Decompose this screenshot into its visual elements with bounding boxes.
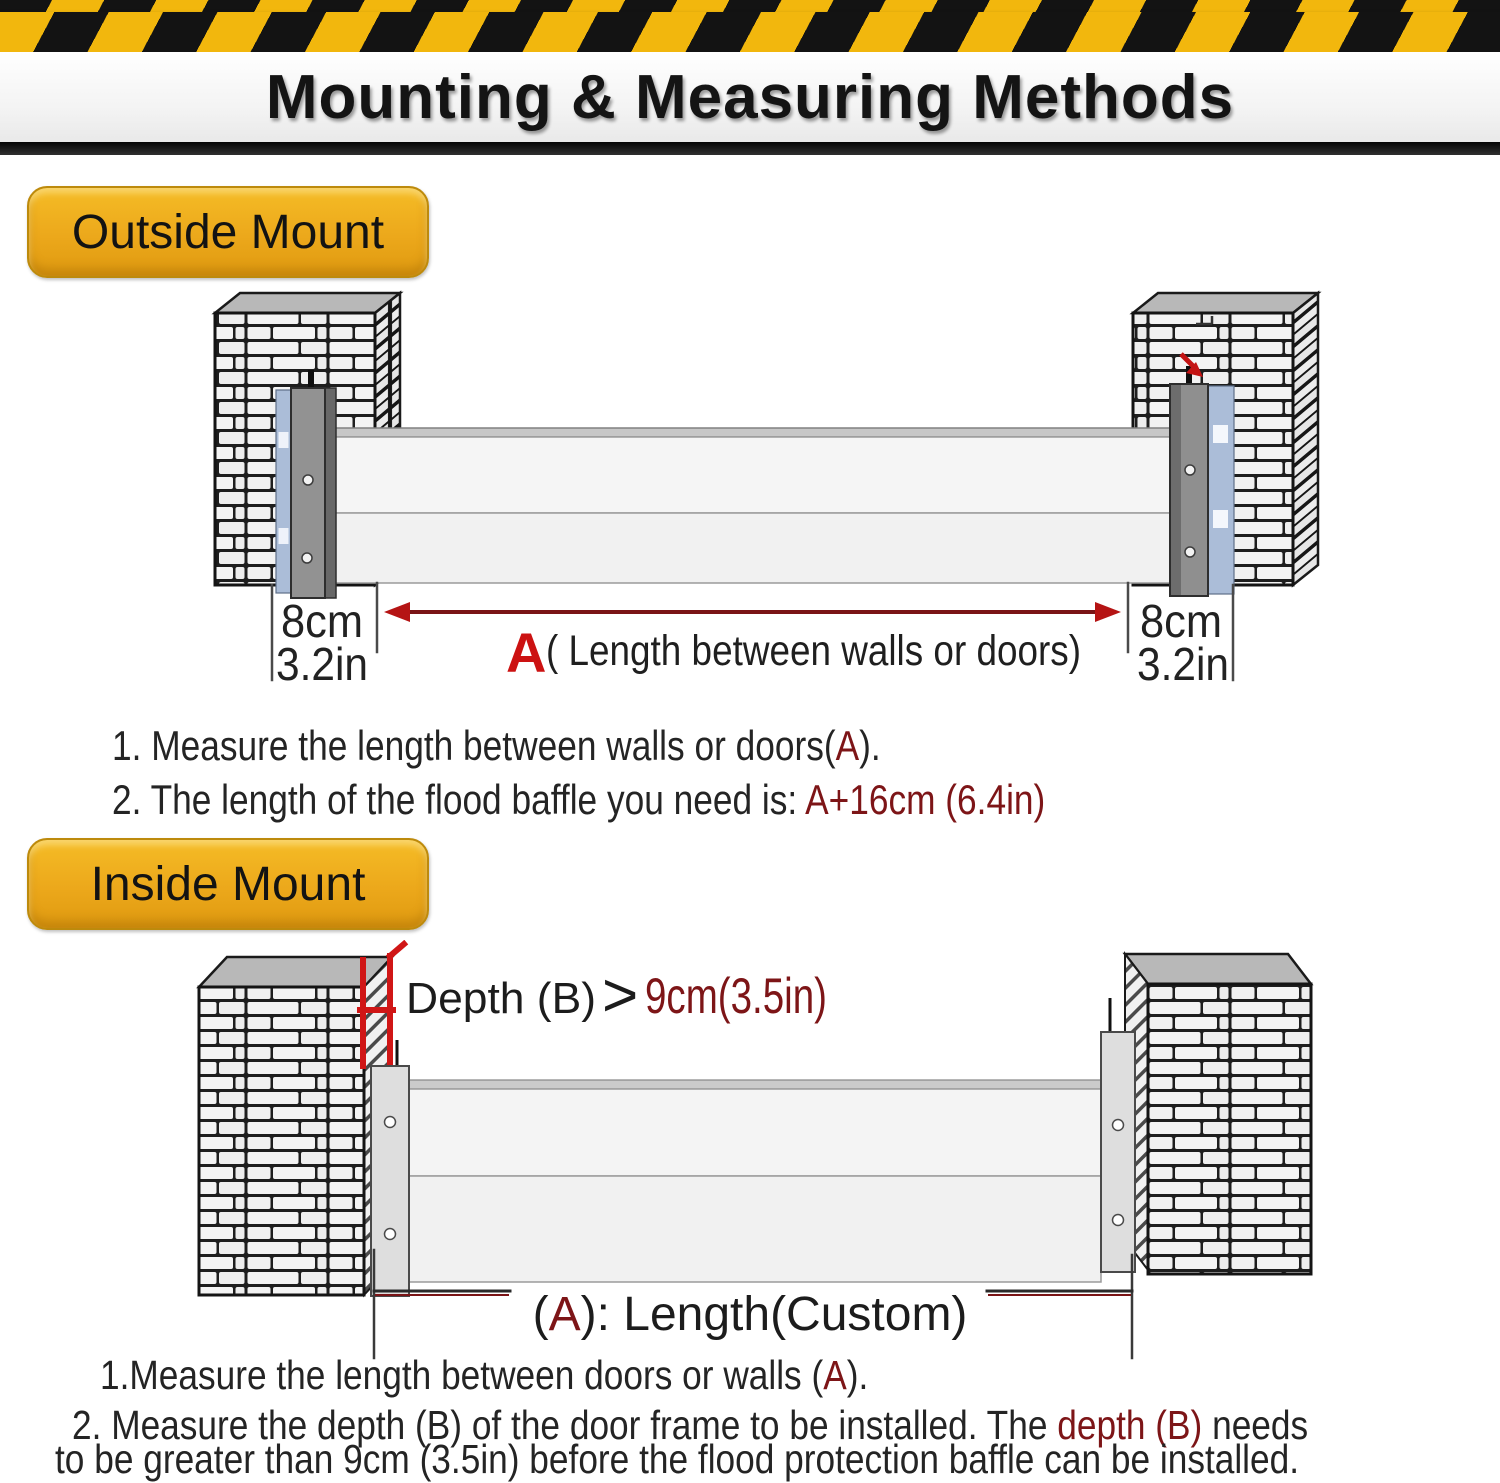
inside-mount-diagram — [0, 940, 1500, 1380]
hazard-stripe-band — [0, 12, 1500, 52]
outside-mount-diagram — [0, 280, 1500, 710]
screw-hole — [1185, 465, 1195, 475]
left-offset-in-label: 3.2in — [276, 638, 368, 690]
screw-hole — [1185, 547, 1195, 557]
length-between-walls-label: ( Length between walls or doors) — [546, 627, 1081, 675]
inside-step-1 — [100, 1352, 868, 1399]
inside-step-3 — [55, 1436, 1299, 1483]
depth-label: Depth (B) — [406, 974, 596, 1023]
custom-length-open: ( — [532, 1288, 549, 1341]
outside-left-bracket — [276, 370, 336, 598]
page-title: Mounting & Measuring Methods — [265, 62, 1235, 132]
outside-step1-text: 1. Measure the length between walls or doors( — [112, 722, 836, 769]
inside-right-bracket — [1101, 998, 1135, 1272]
outside-step2-formula: A+16cm (6.4in) — [805, 776, 1046, 823]
screw-hole — [385, 1117, 396, 1128]
outside-step-2 — [112, 776, 1045, 824]
inside-step2-depth: depth (B) — [1057, 1402, 1203, 1448]
depth-value: 9cm(3.5in) — [645, 968, 827, 1024]
outside-step2-text: 2. The length of the flood baffle you need is: — [112, 776, 806, 823]
flood-baffle — [298, 428, 1214, 583]
inside-step2-text: 2. Measure the depth (B) of the door frame to be installed. The — [72, 1402, 1058, 1448]
outside-step1-a: A — [835, 722, 860, 769]
custom-length-a: A — [548, 1288, 581, 1341]
screw-hole — [1113, 1120, 1124, 1131]
inside-mount-badge — [27, 838, 429, 930]
right-offset-cm-label: 8cm — [1140, 595, 1222, 647]
outside-mount-badge — [27, 186, 429, 278]
outside-step-1 — [112, 722, 881, 770]
right-offset-in-label: 3.2in — [1137, 638, 1229, 690]
inside-step2-end: needs — [1202, 1402, 1309, 1448]
hazard-stripe-top — [0, 0, 1500, 12]
arrowhead-right — [1095, 602, 1121, 622]
header-banner — [0, 0, 1500, 156]
left-offset-cm-label: 8cm — [281, 595, 363, 647]
inside-flood-baffle — [409, 1080, 1101, 1282]
inside-step3-text: to be greater than 9cm (3.5in) before the flood protection baffle can be installed. — [55, 1436, 1300, 1482]
greater-than-sign: > — [602, 961, 639, 1030]
inside-step1-end: ). — [846, 1352, 869, 1398]
screw-hole — [385, 1229, 396, 1240]
outside-mount-badge-label: Outside Mount — [71, 205, 385, 259]
inside-right-pillar — [1125, 954, 1311, 1274]
inside-step1-text: 1.Measure the length between doors or walls ( — [100, 1352, 824, 1398]
arrowhead-left — [384, 602, 410, 622]
custom-length-rest: ): Length(Custom) — [580, 1288, 968, 1341]
screw-hole — [303, 475, 313, 485]
length-a-letter: A — [506, 621, 547, 684]
screw-hole — [1113, 1215, 1124, 1226]
inside-mount-badge-label: Inside Mount — [90, 857, 366, 911]
screw-hole — [302, 553, 312, 563]
custom-length-label — [533, 1288, 968, 1341]
outside-step1-end: ). — [859, 722, 881, 769]
header-divider-bar — [0, 142, 1500, 155]
inside-left-bracket — [371, 1066, 409, 1296]
inside-step1-a: A — [823, 1352, 847, 1398]
title-band — [0, 52, 1500, 142]
